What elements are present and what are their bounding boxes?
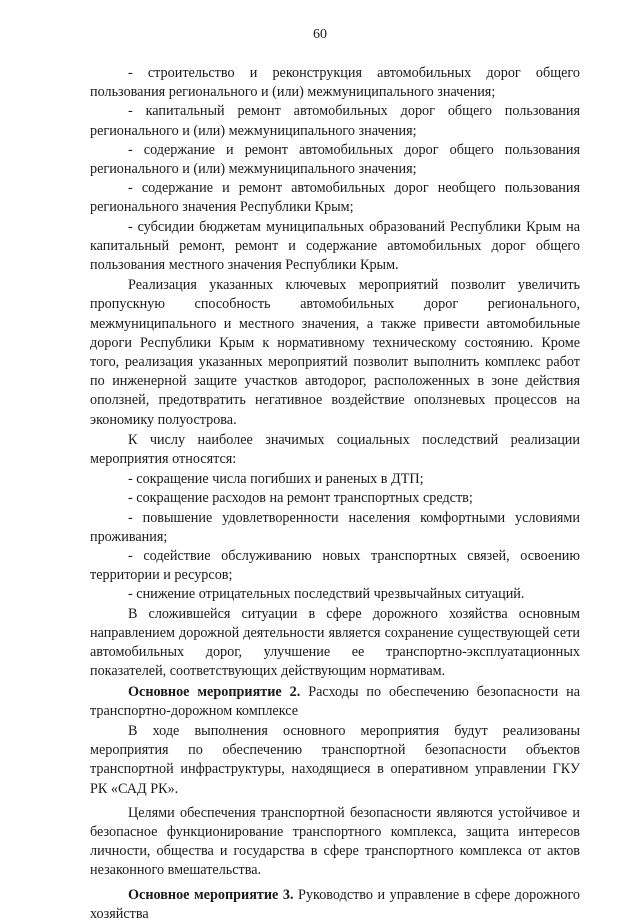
bullet-subsidies: - субсидии бюджетам муниципальных образований Республики Крым на капитальный ремонт, ремонт и содержание автомобильных дорог общего пользования местного значения Республики Крым.: [90, 218, 580, 274]
paragraph-implementation: Реализация указанных ключевых мероприятий позволит увеличить пропускную способность автомобильных дорог регионального, межмуниципального и местного значения, а также привести автомобильные дороги Республики Крым к нормативному техническому состоянию. Кроме того, реализация указанных мероприятий позволит выполнить комплекс работ по инженерной защите участков автодорог, расположенных в зоне действия оползней, предотвратить негативное воздействие оползневых процессов на экономику полуострова.: [90, 277, 580, 428]
main-activity-3-title: Руководство и управление в сфере дорожного хозяйства: [90, 886, 581, 922]
bullet-construction: - строительство и реконструкция автомобильных дорог общего пользования регионального и (или) межмуниципального значения;: [90, 65, 580, 101]
page-number: 60: [313, 27, 327, 42]
bullet-vehicle-repair: - сокращение расходов на ремонт транспортных средств;: [128, 490, 473, 507]
main-activity-2-title: Расходы по обеспечению безопасности на транспортно-дорожном комплексе: [90, 683, 580, 719]
paragraph-main-direction: В сложившейся ситуации в сфере дорожного хозяйства основным направлением дорожной деятельности является сохранение существующей сети автомобильных дорог, улучшение ее транспортно-эксплуатационных показателей, соответствующих действующим нормативам.: [90, 605, 580, 680]
document-body: [90, 64, 580, 924]
main-activity-3-label: Основное мероприятие 3.: [128, 886, 294, 903]
bullet-emergencies: - снижение отрицательных последствий чрезвычайных ситуаций.: [128, 586, 525, 603]
bullet-satisfaction: - повышение удовлетворенности населения комфортными условиями проживания;: [90, 509, 580, 545]
paragraph-transport-security-measures: В ходе выполнения основного мероприятия будут реализованы мероприятия по обеспечению транспортной безопасности объектов транспортной инфраструктуры, находящиеся в оперативном управлении ГКУ РК «САД РК».: [90, 722, 580, 797]
bullet-casualties: - сокращение числа погибших и раненых в ДТП;: [128, 471, 424, 488]
main-activity-2-label: Основное мероприятие 2.: [128, 683, 301, 700]
bullet-transport-links: - содействие обслуживанию новых транспортных связей, освоению территории и ресурсов;: [90, 548, 580, 584]
heading-main-activity-2: [90, 683, 580, 721]
bullet-capital-repair: - капитальный ремонт автомобильных дорог общего пользования регионального и (или) межмуниципального значения;: [90, 103, 580, 139]
bullet-maintenance-nonpublic: - содержание и ремонт автомобильных дорог необщего пользования регионального значения Республики Крым;: [90, 180, 580, 216]
bullet-maintenance-public: - содержание и ремонт автомобильных дорог общего пользования регионального и (или) межмуниципального значения;: [90, 141, 580, 178]
paragraph-transport-security-goals: Целями обеспечения транспортной безопасности являются устойчивое и безопасное функционирование транспортного комплекса, защита интересов личности, общества и государства в сфере транспортного комплекса от актов незаконного вмешательства.: [90, 804, 580, 879]
paragraph-social-consequences: К числу наиболее значимых социальных последствий реализации мероприятия относятся:: [90, 431, 580, 468]
